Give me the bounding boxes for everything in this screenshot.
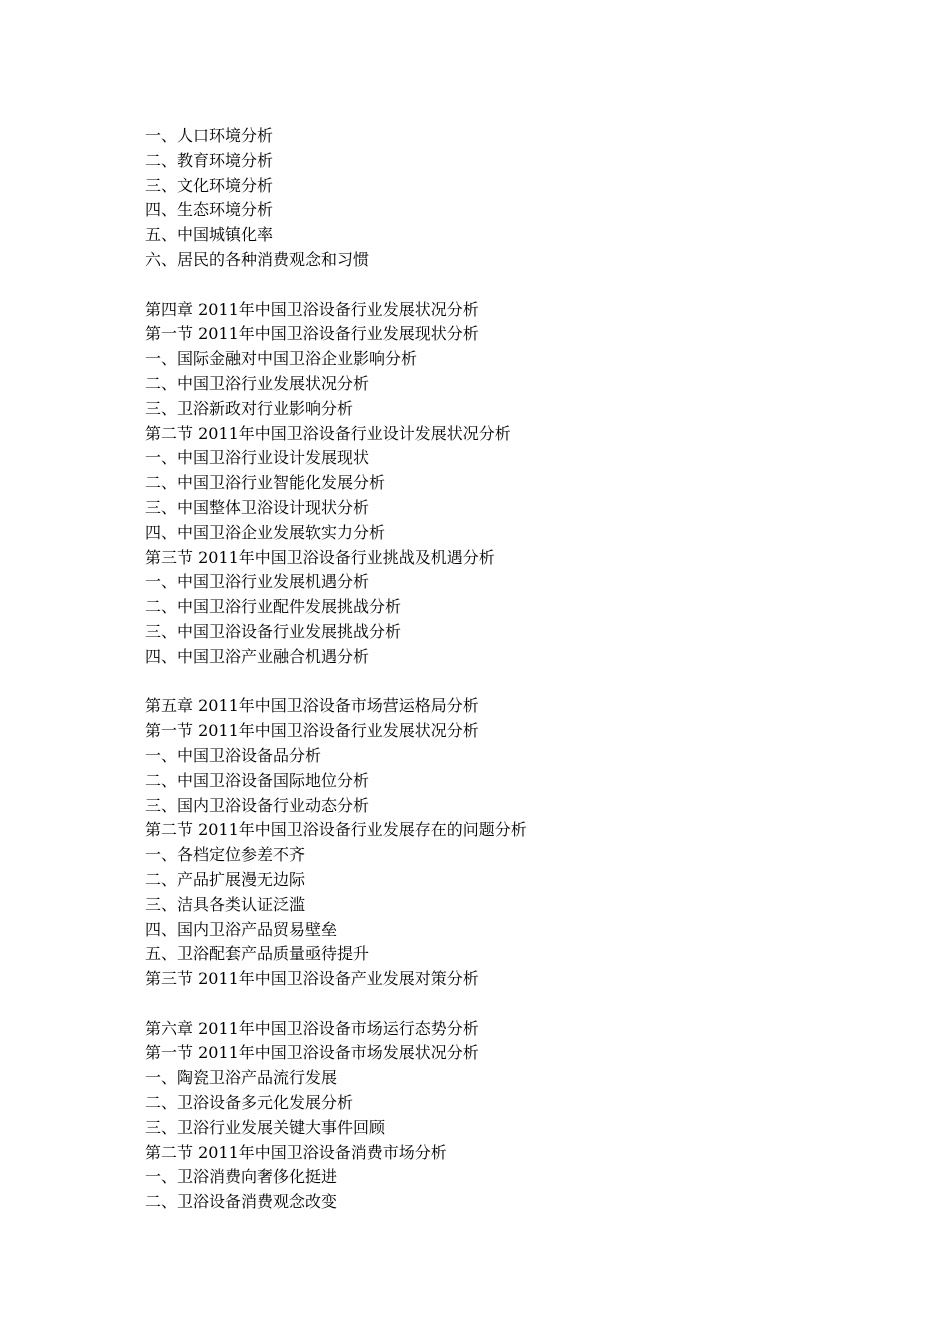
toc-block [145,1017,845,1215]
toc-line: 第二节 2011年中国卫浴设备行业设计发展状况分析 [145,423,511,443]
toc-line: 一、中国卫浴设备品分析 [145,745,322,765]
toc-line: 四、中国卫浴产业融合机遇分析 [145,646,370,666]
toc-line: 第二节 2011年中国卫浴设备行业发展存在的问题分析 [145,820,527,840]
toc-line: 二、中国卫浴行业配件发展挑战分析 [145,597,402,617]
toc-line: 三、卫浴行业发展关键大事件回顾 [145,1117,386,1137]
toc-line: 一、中国卫浴行业发展机遇分析 [145,572,370,592]
toc-line: 第一节 2011年中国卫浴设备行业发展状况分析 [145,721,479,741]
toc-line: 二、产品扩展漫无边际 [145,869,306,889]
paragraph-gap [145,670,845,695]
toc-line: 二、卫浴设备消费观念改变 [145,1192,338,1212]
toc-line: 第五章 2011年中国卫浴设备市场营运格局分析 [145,696,479,716]
toc-line: 二、中国卫浴行业发展状况分析 [145,373,370,393]
toc-line: 五、中国城镇化率 [145,225,274,245]
toc-line: 五、卫浴配套产品质量亟待提升 [145,944,370,964]
toc-line: 三、中国整体卫浴设计现状分析 [145,497,370,517]
toc-line: 二、卫浴设备多元化发展分析 [145,1093,354,1113]
document-page [145,124,845,1215]
toc-line: 二、中国卫浴行业智能化发展分析 [145,473,386,493]
toc-line: 二、教育环境分析 [145,150,274,170]
toc-line: 四、生态环境分析 [145,200,274,220]
toc-line: 一、卫浴消费向奢侈化挺进 [145,1167,338,1187]
toc-line: 四、中国卫浴企业发展软实力分析 [145,522,386,542]
toc-block [145,124,845,273]
toc-line: 三、中国卫浴设备行业发展挑战分析 [145,621,402,641]
toc-block [145,298,845,670]
toc-line: 三、洁具各类认证泛滥 [145,894,306,914]
toc-line: 一、各档定位参差不齐 [145,845,306,865]
paragraph-gap [145,273,845,298]
toc-line: 二、中国卫浴设备国际地位分析 [145,770,370,790]
toc-line: 三、国内卫浴设备行业动态分析 [145,795,370,815]
toc-line: 第四章 2011年中国卫浴设备行业发展状况分析 [145,299,479,319]
toc-line: 一、陶瓷卫浴产品流行发展 [145,1068,338,1088]
toc-line: 一、国际金融对中国卫浴企业影响分析 [145,349,418,369]
toc-line: 第二节 2011年中国卫浴设备消费市场分析 [145,1142,447,1162]
toc-line: 第一节 2011年中国卫浴设备市场发展状况分析 [145,1043,479,1063]
toc-line: 三、卫浴新政对行业影响分析 [145,398,354,418]
toc-block [145,694,845,992]
toc-line: 一、中国卫浴行业设计发展现状 [145,448,370,468]
toc-line: 六、居民的各种消费观念和习惯 [145,249,370,269]
toc-line: 三、文化环境分析 [145,175,274,195]
toc-line: 第三节 2011年中国卫浴设备行业挑战及机遇分析 [145,547,495,567]
toc-line: 一、人口环境分析 [145,126,274,145]
toc-line: 第三节 2011年中国卫浴设备产业发展对策分析 [145,969,479,989]
paragraph-gap [145,992,845,1017]
toc-line: 第六章 2011年中国卫浴设备市场运行态势分析 [145,1018,479,1038]
toc-line: 第一节 2011年中国卫浴设备行业发展现状分析 [145,324,479,344]
toc-line: 四、国内卫浴产品贸易壁垒 [145,919,338,939]
